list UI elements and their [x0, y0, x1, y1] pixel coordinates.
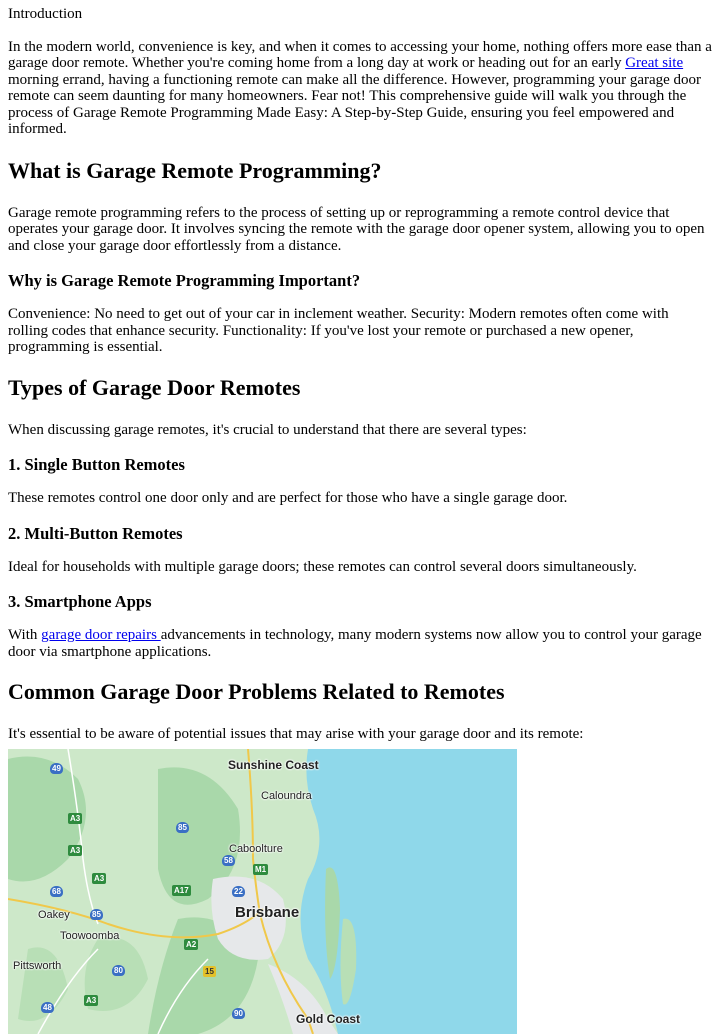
map-label-sunshine-coast: Sunshine Coast: [228, 757, 319, 772]
route-shield-22: 22: [234, 886, 243, 896]
route-shield-a3: A3: [86, 995, 97, 1005]
what-is-paragraph: Garage remote programming refers to the process of setting up or reprogramming a remote control device that operates your garage door. It involves syncing the remote with the garage door opener system, allowing you to open and close your garage door effortlessly from a distance.: [8, 204, 705, 254]
types-intro-paragraph: When discussing garage remotes, it's crucial to understand that there are several types:: [8, 421, 527, 438]
map-label-brisbane: Brisbane: [235, 903, 300, 921]
route-shield-a3: A3: [70, 845, 81, 855]
route-shield-15: 15: [205, 966, 214, 976]
map-label-toowoomba: Toowoomba: [60, 929, 120, 942]
intro-text: In the modern world, convenience is key, and when it comes to accessing your home, nothing offers more ease than a garage door remote. Whether you're coming home from a long day at work or heading out for an early: [8, 38, 712, 71]
section-heading-types: Types of Garage Door Remotes: [8, 374, 301, 400]
route-shield-48: 48: [43, 1002, 52, 1012]
intro-paragraph: [8, 39, 712, 138]
section-heading-common-problems: Common Garage Door Problems Related to Remotes: [8, 679, 505, 704]
map-label-oakey: Oakey: [38, 908, 70, 921]
intro-text-continued: morning errand, having a functioning remote can make all the difference. However, programming your garage door remote can seem daunting for many homeowners. Fear not! This comprehensive guide will walk you through the process of Garage Remote Programming Made Easy: A Step-by-Step Guide, ensuring you feel empowered and informed.: [8, 71, 702, 137]
smartphone-text: With: [8, 627, 42, 643]
map-label-caboolture: Caboolture: [229, 842, 283, 855]
route-shield-a3: A3: [70, 813, 81, 823]
great-site-link[interactable]: Great site: [625, 55, 684, 71]
route-shield-a2: A2: [186, 939, 197, 949]
route-shield-80: 80: [114, 965, 123, 975]
intro-label: Introduction: [8, 6, 83, 22]
route-shield-85: 85: [178, 822, 187, 832]
map-label-pittsworth: Pittsworth: [13, 959, 62, 972]
route-shield-m1: M1: [255, 864, 267, 874]
section-heading-what-is: What is Garage Remote Programming?: [8, 157, 382, 183]
route-shield-68: 68: [52, 886, 61, 896]
route-shield-58: 58: [224, 855, 233, 865]
subheading-multi-button: 2. Multi-Button Remotes: [8, 523, 183, 543]
map-label-caloundra: Caloundra: [261, 789, 312, 802]
route-shield-85: 85: [92, 909, 101, 919]
subheading-single-button: 1. Single Button Remotes: [8, 455, 185, 474]
subheading-why-important: Why is Garage Remote Programming Important?: [8, 271, 361, 290]
route-shield-a17: A17: [174, 885, 189, 895]
route-shield-90: 90: [234, 1008, 243, 1018]
garage-door-repairs-link[interactable]: garage door repairs: [41, 627, 161, 643]
route-shield-a3: A3: [94, 873, 105, 883]
map-label-gold-coast: Gold Coast: [296, 1011, 361, 1026]
route-shield-49: 49: [52, 763, 61, 773]
common-problems-paragraph: It's essential to be aware of potential issues that may arise with your garage door and its remote:: [8, 726, 584, 742]
smartphone-text-continued: advancements in technology, many modern systems now allow you to control your garage door via smartphone applications.: [8, 627, 702, 660]
why-important-paragraph: Convenience: No need to get out of your car in inclement weather. Security: Modern remotes often come with rolling codes that enhance security. Functionality: If you've lost your remote or purchased a new opener, programming is essential.: [8, 306, 669, 355]
subheading-smartphone-apps: 3. Smartphone Apps: [8, 592, 152, 611]
map-image: [8, 749, 517, 1034]
smartphone-paragraph: [8, 627, 712, 660]
single-button-paragraph: These remotes control one door only and are perfect for those who have a single garage door.: [8, 490, 568, 506]
multi-button-paragraph: Ideal for households with multiple garage doors; these remotes can control several doors simultaneously.: [8, 558, 637, 575]
